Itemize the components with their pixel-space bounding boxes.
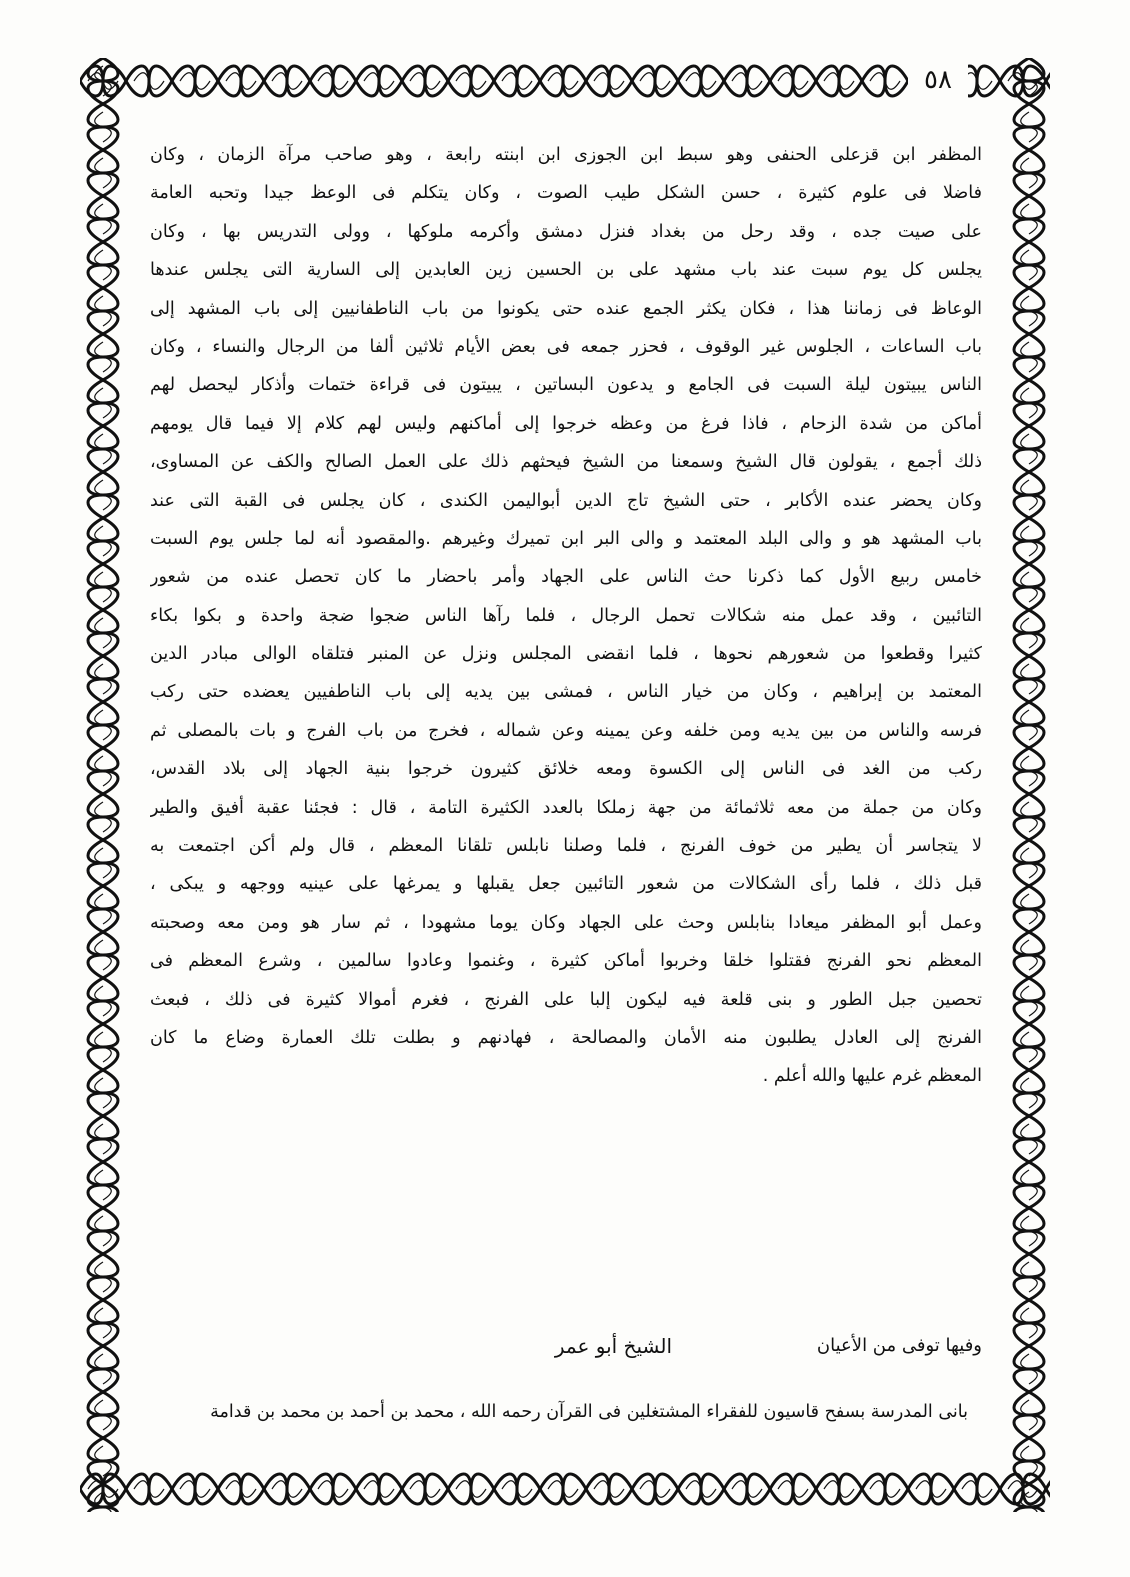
text-line: يجلس كل يوم سبت عند باب مشهد على بن الحسين زين العابدين إلى السارية التى يجلس عندها [150,260,982,281]
text-line: التائبين ، وقد عمل منه شكالات تحمل الرجال ، فلما رآها الناس ضجوا ضجة واحدة و بكوا بكاء [150,605,982,626]
text-line: فاضلا فى علوم كثيرة ، حسن الشكل طيب الصوت ، وكان يتكلم فى الوعظ جيدا وتحبه العامة [150,183,982,204]
page-number: ٥٨ [908,60,968,100]
text-line: وعمل أبو المظفر ميعادا بنابلس وحث على الجهاد وكان يوما مشهودا ، ثم سار هو ومن معه وصحبته [150,912,982,933]
ornamental-border-right [1006,58,1052,1512]
text-line: الوعاظ فى زماننا هذا ، فكان يكثر الجمع عنده حتى يكونوا من باب الناطفانيين إلى باب المشهد إلى [150,298,982,319]
text-line: الفرنج إلى العادل يطلبون منه الأمان والمصالحة ، فهادنهم و بطلت تلك العمارة وضاع ما كان [150,1027,982,1048]
ornamental-border-top [80,58,1050,104]
ornamental-border-left [80,58,126,1512]
text-line: المعظم نحو الفرنج فقتلوا خلقا وخربوا أماكن كثيرة ، وغنموا وعادوا سالمين ، وشرع المعظم فى [150,951,982,972]
text-line: الناس يبيتون ليلة السبت فى الجامع و يدعون البساتين ، يبيتون فى قراءة ختمات وأذكار ليحصل لهم [150,375,982,396]
main-text [150,136,982,1096]
text-line: المظفر ابن قزعلى الحنفى وهو سبط ابن الجوزى ابن ابنته رابعة ، وهو صاحب مرآة الزمان ، وكان [150,145,982,165]
text-line: ذلك أجمع ، يقولون قال الشيخ وسمعنا من الشيخ فيحثهم ذلك على العمل الصالح والكف عن المساوى، [150,452,982,473]
text-line: تحصين جبل الطور و بنى قلعة فيه ليكون إلبا على الفرنج ، فغرم أموالا كثيرة فى ذلك ، فبعث [150,989,982,1010]
text-line: قبل ذلك ، فلما رأى الشكالات من شعور التائبين جعل يقبلها و يمرغها على عينيه ووجهه و يبكى ، [150,874,982,895]
text-line: باب المشهد هو و والى البلد المعتمد و والى البر ابن تميرك وغيرهم .والمقصود أنه لما جلس يوم السبت [150,528,982,549]
text-line: فرسه والناس من بين يديه ومن خلفه وعن يمينه وعن شماله ، فخرج من باب الفرج و بات بالمصلى ثم [150,720,982,741]
text-line: وكان يحضر عنده الأكابر ، حتى الشيخ تاج الدين أبواليمن الكندى ، كان يجلس فى القبة التى عند [150,490,982,511]
text-line: على صيت جده ، وقد رحل من بغداد فنزل دمشق وأكرمه ملوكها ، وولى التدريس بها ، وكان [150,221,982,242]
deaths-intro: وفيها توفى من الأعيان [816,1335,982,1356]
text-line: لا يتجاسر أن يطير من خوف الفرنج ، فلما وصلنا نابلس تلقانا المعظم ، قال ولم أكن اجتمعت به [150,836,982,857]
text-line: خامس ربيع الأول كما ذكرنا حث الناس على الجهاد وأمر باحضار ما كان تحصل عنده من شعور [150,567,982,588]
text-line: أماكن من شدة الزحام ، فاذا فرغ من وعظه خرجوا إلى أماكنهم وليس لهم كلام إلا فيما قال يومهم [150,413,982,434]
text-line: وكان من جملة من معه ثلاثمائة من جهة زملكا بالعدد الكثيرة التامة ، قال : فجئنا عقبة أفيق والطير [150,797,982,818]
text-line: ركب من الغد فى الناس إلى الكسوة ومعه خلائق كثيرون خرجوا بنية الجهاد إلى بلاد القدس، [150,759,982,780]
ornamental-border-bottom [80,1466,1050,1512]
text-line: كثيرا وقطعوا من شعورهم نحوها ، فلما انقضى المجلس ونزل عن المنبر فتلقاه الوالى مبادر الدين [150,644,982,665]
biography-line: بانى المدرسة بسفح قاسيون للفقراء المشتغلين فى القرآن رحمه الله ، محمد بن أحمد بن محمد بن قدامة [210,1402,968,1422]
person-name-heading: الشيخ أبو عمر [554,1334,672,1358]
text-line-last: المعظم غرم عليها والله أعلم . [762,1066,982,1087]
text-line: المعتمد بن إبراهيم ، وكان من خيار الناس ، فمشى بين يديه إلى باب الناطفيين يعضده حتى ركب [150,682,982,703]
deaths-heading [150,1326,982,1366]
text-line: باب الساعات ، الجلوس غير الوقوف ، فحزر جمعه فى بعض الأيام ثلاثين ألفا من الرجال والنساء ، وكان [150,336,982,357]
